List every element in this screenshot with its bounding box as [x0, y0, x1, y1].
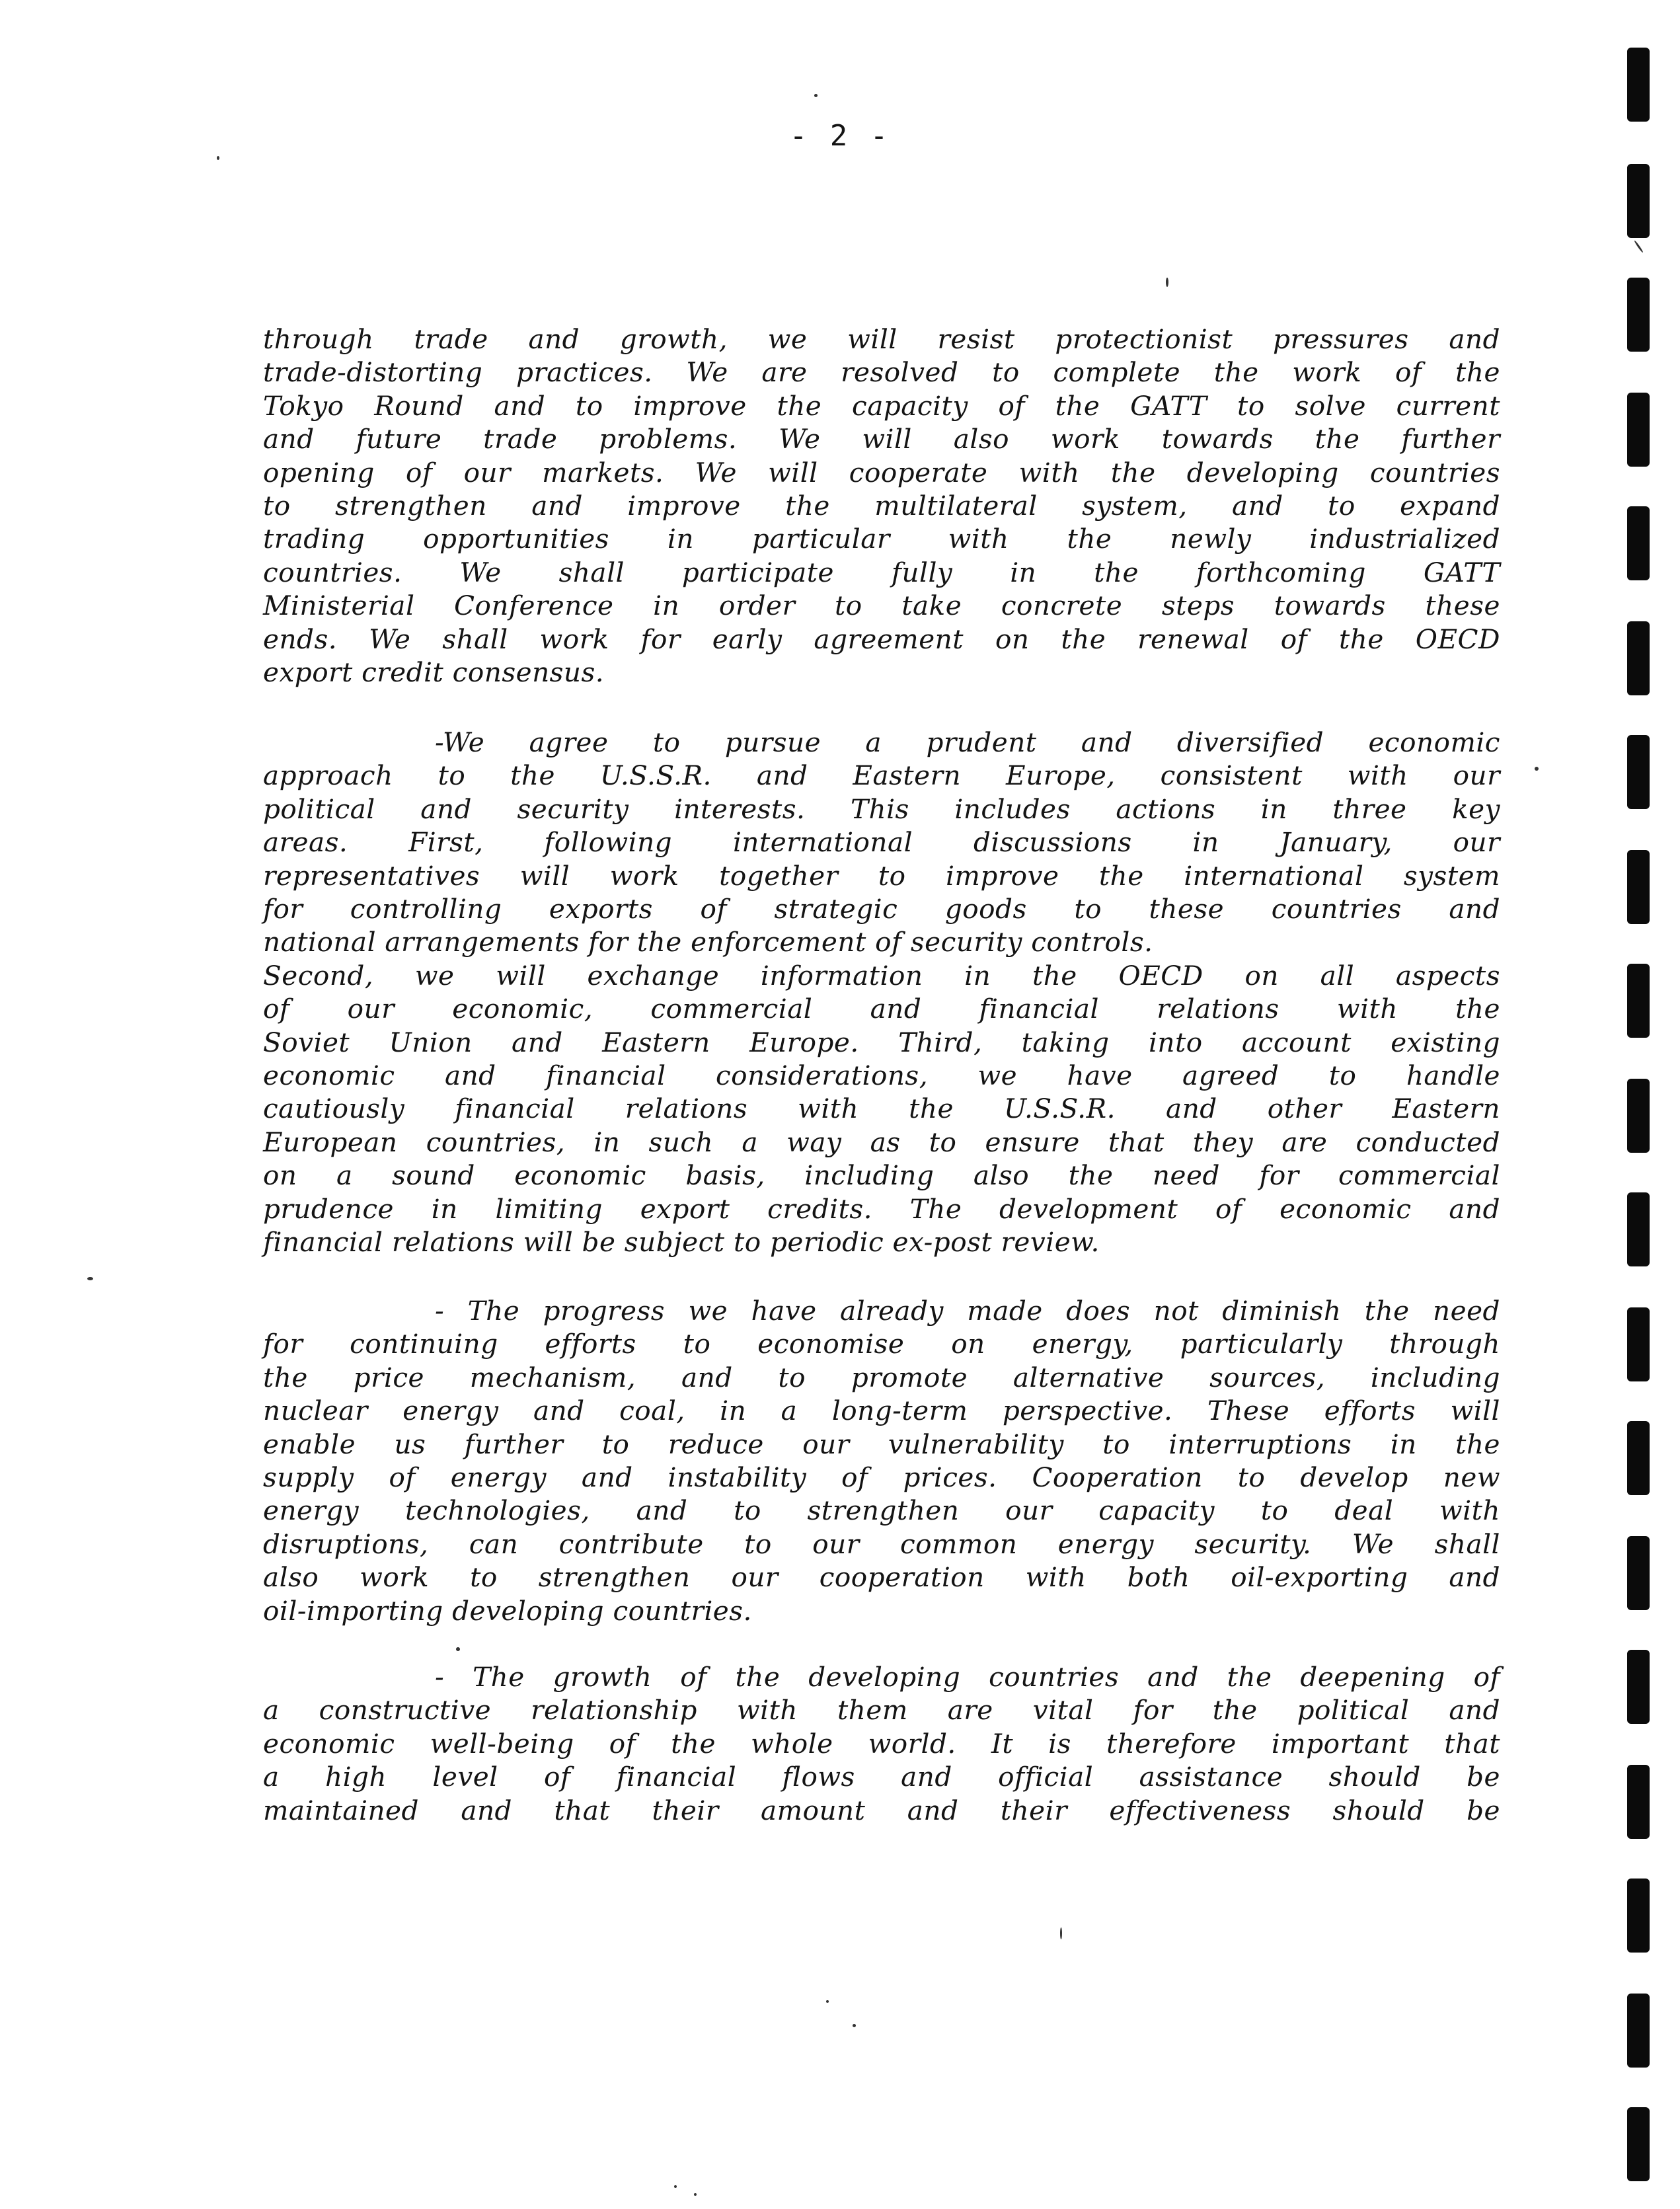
text-line: trading opportunities in particular with the newly industrialized [263, 523, 1500, 555]
scan-speck [456, 1647, 460, 1651]
text-line: a high level of financial flows and official assistance should be [263, 1761, 1500, 1793]
scan-edge-mark [1627, 1307, 1650, 1381]
scan-edge-mark [1627, 1650, 1650, 1724]
text-line: export credit consensus. [263, 656, 605, 689]
paragraph-trade [263, 323, 1500, 689]
text-line: economic well-being of the whole world. It is therefore important that [263, 1727, 1500, 1760]
paragraph-energy [263, 1294, 1500, 1627]
scan-speck [814, 94, 818, 97]
text-line: maintained and that their amount and their effectiveness should be [263, 1794, 1500, 1826]
text-line: nuclear energy and coal, in a long-term perspective. These efforts will [263, 1395, 1500, 1427]
text-line: also work to strengthen our cooperation with both oil-exporting and [263, 1561, 1500, 1594]
text-line: Soviet Union and Eastern Europe. Third, taking into account existing [263, 1026, 1500, 1058]
text-line: oil-importing developing countries. [263, 1594, 752, 1627]
scan-edge-mark [1627, 506, 1650, 580]
scan-edge-mark [1627, 1192, 1650, 1266]
text-line: political and security interests. This includes actions in three key [263, 793, 1500, 825]
scan-edge-mark [1627, 48, 1650, 122]
text-line: national arrangements for the enforcement of security controls. [263, 926, 1153, 958]
scan-edge-mark [1627, 2107, 1650, 2181]
scan-edge-mark [1627, 1994, 1650, 2068]
text-line: through trade and growth, we will resist protectionist pressures and [263, 323, 1500, 355]
scan-edge-mark [1627, 1421, 1650, 1495]
scan-edge-mark [1627, 735, 1650, 809]
text-line: a constructive relationship with them are vital for the political and [263, 1694, 1500, 1726]
text-line: enable us further to reduce our vulnerability to interruptions in the [263, 1428, 1500, 1460]
text-line: of our economic, commercial and financial relations with the [263, 993, 1500, 1025]
text-line: to strengthen and improve the multilateral system, and to expand [263, 490, 1500, 522]
text-line: Ministerial Conference in order to take concrete steps towards these [263, 590, 1500, 622]
scan-speck [674, 2185, 677, 2188]
scan-speck [853, 2024, 856, 2027]
text-line: for controlling exports of strategic goods to these countries and [263, 893, 1500, 925]
text-line: for continuing efforts to economise on energy, particularly through [263, 1328, 1500, 1360]
scan-edge-mark [1627, 850, 1650, 924]
paragraph-east-west [263, 726, 1500, 1259]
paragraph-developing [263, 1660, 1500, 1827]
scan-edge-mark [1627, 621, 1650, 695]
scan-speck [217, 156, 219, 160]
scan-edge-mark [1627, 393, 1650, 467]
scan-speck [1060, 1927, 1062, 1939]
text-line: ends. We shall work for early agreement on the renewal of the OECD [263, 623, 1500, 655]
text-line: areas. First, following international discussions in January, our [263, 826, 1500, 859]
scan-speck [1535, 767, 1539, 771]
text-line: representatives will work together to improve the international system [263, 859, 1500, 892]
text-line: countries. We shall participate fully in the forthcoming GATT [263, 556, 1500, 588]
scan-speck [87, 1277, 93, 1280]
page-number: - 2 - [789, 119, 891, 153]
text-line: on a sound economic basis, including also the need for commercial [263, 1159, 1500, 1192]
scan-edge-mark [1627, 964, 1650, 1038]
scan-speck [1166, 278, 1168, 287]
text-line: and future trade problems. We will also work towards the further [263, 423, 1500, 455]
text-line: the price mechanism, and to promote alternative sources, including [263, 1361, 1500, 1393]
text-line: - The growth of the developing countries and the deepening of [435, 1661, 1500, 1693]
text-line: Tokyo Round and to improve the capacity of the GATT to solve current [263, 389, 1500, 422]
scan-edge-mark [1627, 278, 1650, 352]
text-line: financial relations will be subject to periodic ex-post review. [263, 1226, 1100, 1259]
scan-edge-mark [1627, 1079, 1650, 1153]
text-line: - The progress we have already made does not diminish the need [435, 1295, 1500, 1327]
text-line: economic and financial considerations, we have agreed to handle [263, 1060, 1500, 1092]
text-line: prudence in limiting export credits. The development of economic and [263, 1192, 1500, 1225]
scan-edge-mark [1627, 1765, 1650, 1839]
text-line: Second, we will exchange information in the OECD on all aspects [263, 959, 1500, 991]
scan-speck [1634, 240, 1644, 253]
text-line: cautiously financial relations with the U.S.S.R. and other Eastern [263, 1093, 1500, 1125]
text-line: supply of energy and instability of prices. Cooperation to develop new [263, 1461, 1500, 1494]
scan-edge-mark [1627, 1536, 1650, 1610]
text-line: opening of our markets. We will cooperate with the developing countries [263, 456, 1500, 488]
text-line: European countries, in such a way as to ensure that they are conducted [263, 1126, 1500, 1158]
scan-speck [826, 2000, 829, 2003]
scan-edge-mark [1627, 164, 1650, 238]
scan-edge-mark [1627, 1879, 1650, 1953]
text-line: -We agree to pursue a prudent and diversified economic [435, 726, 1500, 758]
scan-speck [694, 2193, 697, 2196]
text-line: trade-distorting practices. We are resolved to complete the work of the [263, 356, 1500, 389]
text-line: approach to the U.S.S.R. and Eastern Europe, consistent with our [263, 759, 1500, 792]
text-line: energy technologies, and to strengthen our capacity to deal with [263, 1494, 1500, 1527]
text-line: disruptions, can contribute to our common energy security. We shall [263, 1528, 1500, 1560]
